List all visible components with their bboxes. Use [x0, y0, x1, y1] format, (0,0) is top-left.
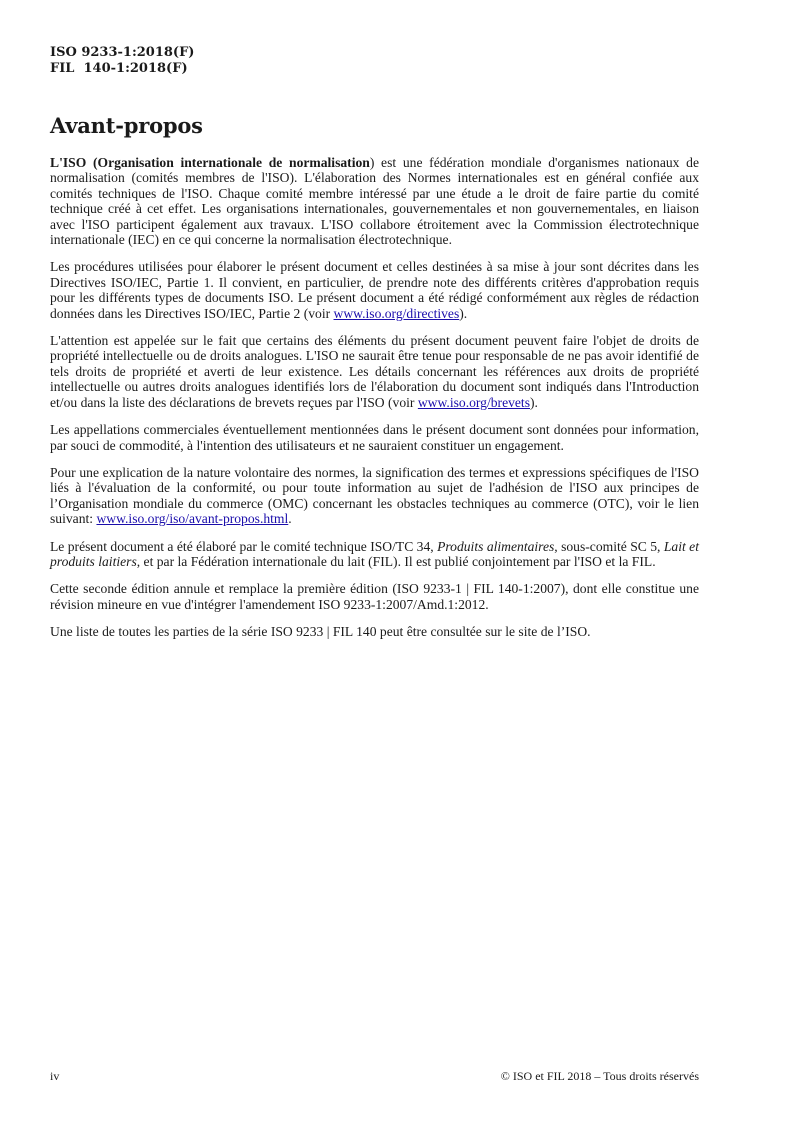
voluntary-text: Pour une explication de la nature volontaire des normes, la signification des termes et expressions spécifiques de l'ISO liés à l'évaluation de la conformité, ou pour toute information au sujet de l'adhésion de l'ISO aux principes de l’Organisation mondiale du commerce (OMC) concernant les obstacles techniques au commerce (OTC), voir le lien suivant: [50, 464, 699, 527]
paragraph-iso-intro [50, 155, 699, 247]
procedures-end: ). [459, 305, 468, 321]
committee-text-c: , et par la Fédération internationale du lait (FIL). Il est publié conjointement par l'ISO et la FIL. [136, 553, 656, 569]
patents-text: L'attention est appelée sur le fait que certains des éléments du présent document peuvent faire l'objet de droits de propriété intellectuelle ou de droits analogues. L'ISO ne saurait être tenue pour responsable de ne pas avoir identifié de tels droits de propriété et averti de leur existence. Les détails concernant les références aux droits de propriété intellectuelle ou autres droits analogues identifiés lors de l'élaboration du document sont indiqués dans l'Introduction et/ou dans la liste des déclarations de brevets reçues par l'ISO (voir [50, 333, 699, 410]
foreword-body [50, 155, 699, 652]
paragraph-trade-names: Les appellations commerciales éventuellement mentionnées dans le présent document sont données pour information, par souci de commodité, à l'intention des utilisateurs et ne sauraient constituer un engagement. [50, 422, 699, 453]
patents-link[interactable]: www.iso.org/brevets [417, 394, 530, 410]
committee-text-a: Le présent document a été élaboré par le comité technique ISO/TC 34, [50, 538, 438, 554]
directives-link[interactable]: www.iso.org/directives [333, 305, 460, 321]
subcommittee-name: Lait et produits laitiers [50, 538, 699, 569]
document-identifier [50, 45, 194, 77]
patents-end: ). [530, 394, 538, 410]
fil-reference: FIL 140-1:2018(F) [50, 61, 188, 76]
page-number: iv [50, 1069, 60, 1083]
paragraph-procedures [50, 259, 699, 321]
copyright-notice: © ISO et FIL 2018 – Tous droits réservés [500, 1069, 699, 1083]
iso-lead-bold: L'ISO (Organisation internationale de normalisation [50, 155, 370, 170]
committee-text-b: , sous-comité SC 5, [554, 538, 664, 554]
paragraph-parts-list: Une liste de toutes les parties de la série ISO 9233 | FIL 140 peut être consultée sur le site de l’ISO. [50, 624, 591, 640]
paragraph-patents [50, 333, 699, 410]
procedures-text: Les procédures utilisées pour élaborer le présent document et celles destinées à sa mise à jour sont décrites dans les Directives ISO/IEC, Partie 1. Il convient, en particulier, de prendre note des différents critères d'approbation requis pour les différents types de documents ISO. Le présent document a été rédigé conformément aux règles de rédaction données dans les Directives ISO/IEC, Partie 2 (voir [50, 259, 699, 321]
page-footer [50, 1069, 699, 1084]
committee-name: Produits alimentaires [437, 538, 555, 554]
paragraph-committee [50, 539, 699, 570]
paragraph-edition: Cette seconde édition annule et remplace la première édition (ISO 9233-1 | FIL 140-1:2007), dont elle constitue une révision mineure en vue d'intégrer l'amendement ISO 9233-1:2007/Amd.1:2012. [50, 581, 699, 612]
voluntary-end: . [288, 511, 292, 527]
foreword-link[interactable]: www.iso.org/iso/avant-propos.html [96, 511, 289, 527]
iso-intro-text: ) est une fédération mondiale d'organismes nationaux de normalisation (comités membres de l'ISO). L'élaboration des Normes internationales est en général confiée aux comités techniques de l'ISO. Chaque comité membre intéressé par une étude a le droit de faire partie du comité technique créé à cet effet. Les organisations internationales, gouvernementales et non gouvernementales, en liaison avec l'ISO participent également aux travaux. L'ISO collabore étroitement avec la Commission électrotechnique internationale (IEC) en ce qui concerne la normalisation électrotechnique. [50, 155, 699, 248]
iso-reference: ISO 9233-1:2018(F) [50, 45, 195, 60]
page-title: Avant-propos [50, 113, 203, 138]
paragraph-voluntary-nature [50, 465, 699, 527]
